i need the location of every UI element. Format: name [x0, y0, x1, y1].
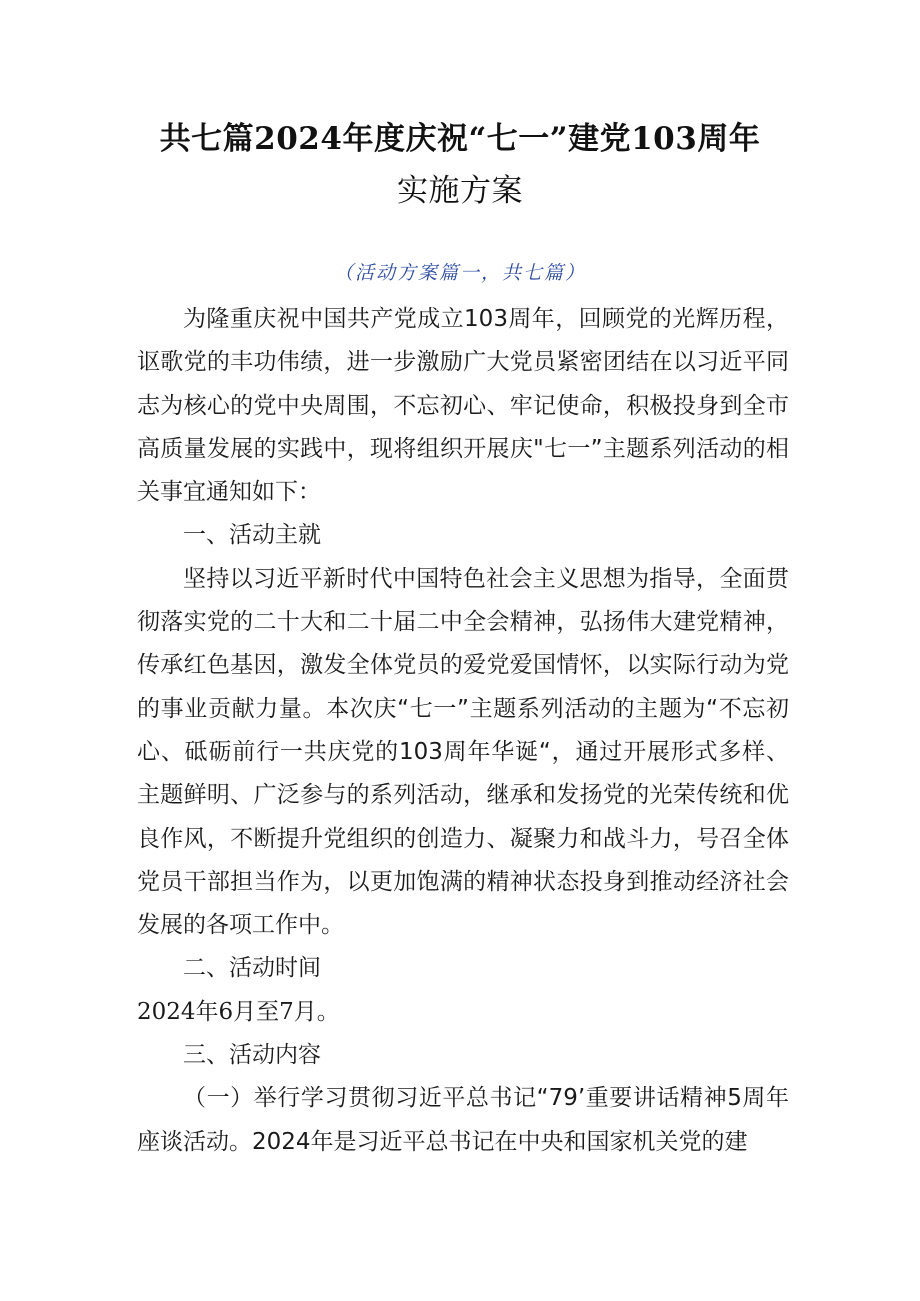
section2-paragraph: 2024年6月至7月。	[137, 998, 340, 1025]
section1-heading: 一、活动主就	[183, 522, 321, 549]
document-subtitle: （活动方案篇一，共七篇）	[333, 262, 586, 284]
section1-paragraph: 坚持以习近平新时代中国特色社会主义思想为指导，全面贯彻落实党的二十大和二十届二中全会精神，弘扬伟大建党精神，传承红色基因，激发全体党员的爱党爱国情怀，以实际行动为党的事业贡献力量。本次庆“七一”主题系列活动的主题为“不忘初心、砥砺前行一共庆党的103周年华诞“，通过开展形式多样、主题鲜明、广泛参与的系列活动，继承和发扬党的光荣传统和优良作风，不断提升党组织的创造力、凝聚力和战斗力，号召全体党员干部担当作为，以更加饱满的精神状态投身到推动经济社会发展的各项工作中。	[137, 565, 789, 939]
document-title-line1: 共七篇2024年度庆祝“七一”建党103周年	[159, 121, 761, 157]
section3-heading: 三、活动内容	[183, 1042, 321, 1069]
intro-paragraph: 为隆重庆祝中国共产党成立103周年，回顾党的光辉历程，讴歌党的丰功伟绩，进一步激励广大党员紧密团结在以习近平同志为核心的党中央周围，不忘初心、牢记使命，积极投身到全市高质量发展的实践中，现将组织开展庆"七一”主题系列活动的相关事宜通知如下：	[137, 306, 789, 506]
section3-item1-paragraph: （一）举行学习贯彻习近平总书记“79’重要讲话精神5周年座谈活动。2024年是习近平总书记在中央和国家机关党的建	[137, 1085, 789, 1155]
section2-heading: 二、活动时间	[183, 955, 321, 982]
document-body	[137, 298, 789, 1164]
document-title-line2: 实施方案	[397, 173, 523, 209]
